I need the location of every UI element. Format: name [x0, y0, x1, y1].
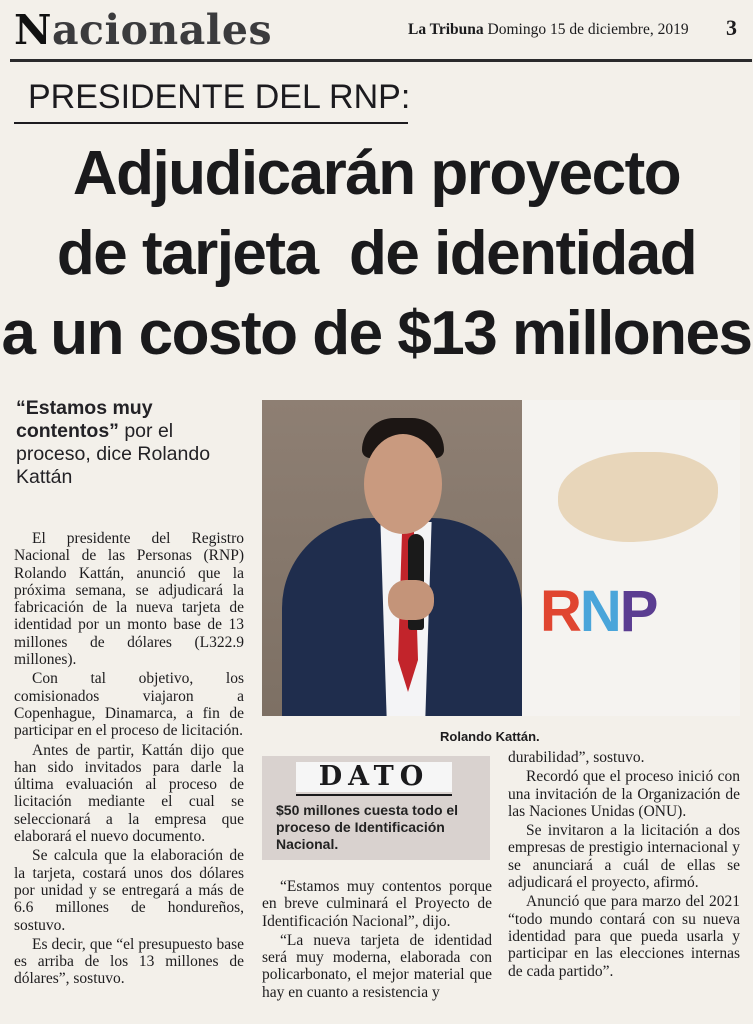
paragraph: Se calcula que la elaboración de la tarjeta, costará unos dos dólares por unidad y se entregará a más de 6.6 millones de hondureños, sostuvo.: [14, 847, 244, 934]
article-photo: [262, 400, 740, 716]
paper-info: [408, 20, 689, 40]
paragraph-continuation: durabilidad”, sostuvo.: [508, 749, 645, 766]
dato-text: $50 millones cuesta todo el proceso de Identificación Nacional.: [276, 802, 459, 852]
photo-banner: [522, 400, 740, 716]
photo-caption: Rolando Kattán.: [440, 729, 540, 744]
rnp-logo-r: R: [540, 579, 580, 644]
speaker-head: [364, 434, 442, 534]
headline-line-3: a un costo de $13 millones: [1, 299, 752, 368]
section-name: [14, 4, 272, 56]
paragraph: Con tal objetivo, los comisionados viajaron a Copenhague, Dinamarca, a fin de participar en el proceso de licitación.: [14, 670, 244, 740]
dato-box: [262, 756, 490, 860]
paragraph: Se invitaron a la licitación a dos empresas de prestigio internacional y se anunciará a cuál de ellas se adjudicará el proyecto, afirmó.: [508, 822, 740, 892]
body-column-3: [508, 749, 740, 980]
headline: [0, 134, 753, 374]
paragraph: Antes de partir, Kattán dijo que han sido invitados para darle la última evaluación al proceso de licitación mediante el cual se seleccionará a la empresa que elaborará el nuevo documento.: [14, 741, 244, 846]
paper-name: La Tribuna: [408, 21, 484, 38]
headline-line-1: Adjudicarán proyecto: [72, 139, 681, 208]
dato-title-rule: [296, 794, 452, 796]
subhead-rest: por el proceso, dice Rolando Kattán: [16, 420, 211, 488]
paragraph: “La nueva tarjeta de identidad será muy moderna, elaborada con policarbonato, el mejor material que hay en cuanto a resistencia y: [262, 931, 492, 1001]
paragraph: “Estamos muy contentos porque en breve culminará el Proyecto de Identificación Nacional”, dijo.: [262, 878, 492, 930]
dato-title: DATO: [296, 762, 452, 792]
issue-date: Domingo 15 de diciembre, 2019: [487, 21, 689, 38]
header-rule: [10, 59, 752, 62]
rnp-logo: [540, 579, 657, 644]
speaker-hand: [388, 580, 434, 620]
kicker: PRESIDENTE DEL RNP:: [28, 78, 411, 116]
body-column-2: [262, 878, 492, 1001]
rnp-logo-n: N: [579, 579, 620, 644]
subhead: [16, 397, 252, 489]
headline-line-2: de tarjeta de identidad: [56, 219, 697, 288]
section-initial: N: [14, 6, 52, 54]
kicker-underline: [14, 122, 408, 124]
paragraph: Recordó que el proceso inició con una invitación de la Organización de las Naciones Unidas (ONU).: [508, 768, 740, 820]
paragraph: El presidente del Registro Nacional de las Personas (RNP) Rolando Kattán, anunció que la próxima semana, se adjudicará la fabricación de la nueva tarjeta de identidad por un monto base de 13 millones de dólares (L322.9 millones).: [14, 530, 244, 669]
body-column-1: [14, 530, 244, 988]
paragraph: Anunció que para marzo del 2021 “todo mundo contará con su nueva identidad para que pueda usarla y participar en las elecciones internas de cada partido”.: [508, 893, 740, 980]
page-number: 3: [726, 15, 737, 40]
rnp-logo-p: P: [619, 579, 657, 644]
paragraph: Es decir, que “el presupuesto base es arriba de los 13 millones de dólares”, sostuvo.: [14, 935, 244, 988]
subhead-quote: “Estamos muy contentos”: [16, 397, 153, 442]
section-rest: acionales: [51, 6, 273, 54]
